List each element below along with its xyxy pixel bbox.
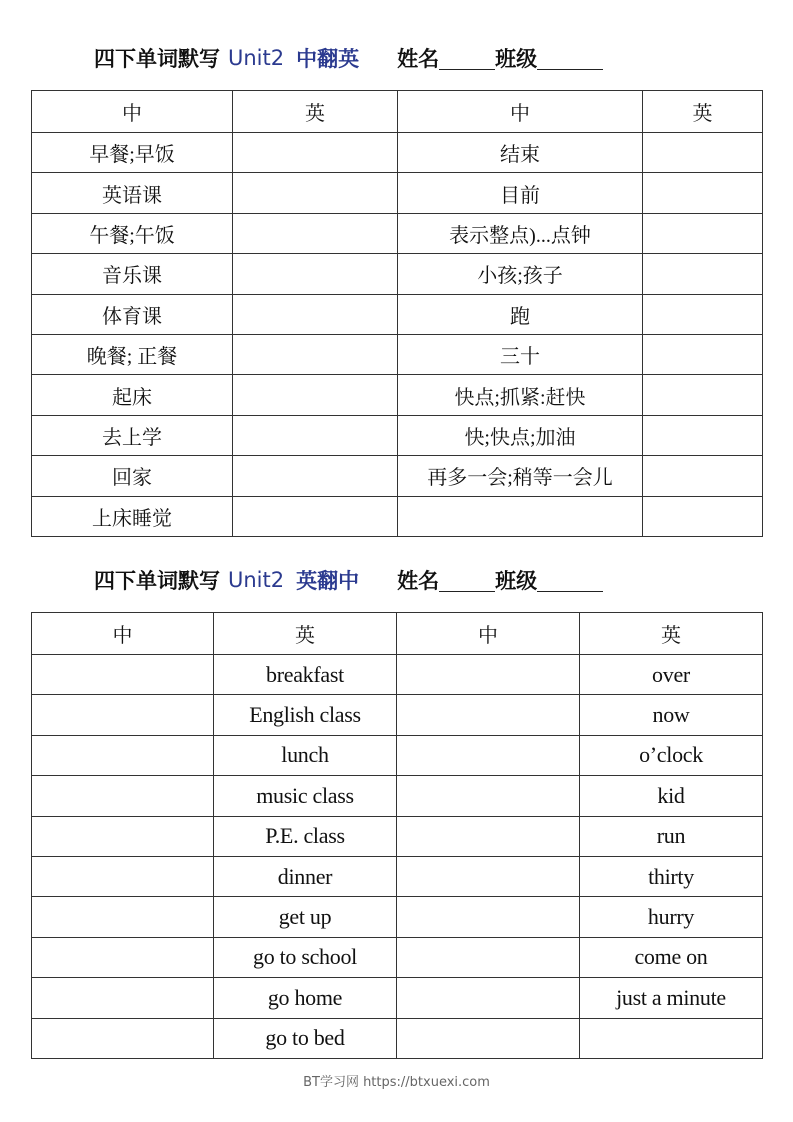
table-row xyxy=(32,695,763,735)
en-cell: over xyxy=(580,655,763,695)
table-row xyxy=(32,816,763,856)
title-prefix: 四下单词默写 xyxy=(94,47,220,71)
class-blank[interactable] xyxy=(537,47,603,70)
answer-cell[interactable] xyxy=(643,415,763,455)
en-cell: kid xyxy=(580,776,763,816)
answer-cell[interactable] xyxy=(397,655,580,695)
zh-cell: 小孩;孩子 xyxy=(398,254,643,294)
table-header-row xyxy=(32,91,763,133)
table-header-row xyxy=(32,613,763,655)
footer-watermark: BT学习网 https://btxuexi.com xyxy=(303,1075,490,1090)
name-blank[interactable] xyxy=(439,569,495,592)
answer-cell[interactable] xyxy=(397,978,580,1018)
table-row xyxy=(32,897,763,937)
answer-cell[interactable] xyxy=(397,776,580,816)
answer-cell[interactable] xyxy=(32,856,214,896)
en-cell: now xyxy=(580,695,763,735)
header-zh: 中 xyxy=(32,613,214,655)
answer-cell[interactable] xyxy=(233,294,398,334)
answer-cell[interactable] xyxy=(643,294,763,334)
header-en: 英 xyxy=(643,91,763,133)
section2-title xyxy=(94,562,714,598)
answer-cell[interactable] xyxy=(397,695,580,735)
class-label: 班级 xyxy=(495,569,538,593)
en-cell: go to school xyxy=(214,937,397,977)
name-blank[interactable] xyxy=(439,47,495,70)
table-row xyxy=(32,978,763,1018)
en-cell: hurry xyxy=(580,897,763,937)
zh-cell: 上床睡觉 xyxy=(32,496,233,536)
zh-cell: 三十 xyxy=(398,334,643,374)
answer-cell[interactable] xyxy=(32,937,214,977)
title-mode: 中翻英 xyxy=(296,47,360,71)
answer-cell[interactable] xyxy=(233,456,398,496)
answer-cell[interactable] xyxy=(397,856,580,896)
en-to-zh-table xyxy=(31,612,763,1059)
zh-cell: 晚餐; 正餐 xyxy=(32,334,233,374)
answer-cell[interactable] xyxy=(233,334,398,374)
title-unit: Unit2 xyxy=(228,46,285,70)
en-cell: dinner xyxy=(214,856,397,896)
name-label: 姓名 xyxy=(397,569,440,593)
answer-cell[interactable] xyxy=(233,133,398,173)
title-unit: Unit2 xyxy=(228,568,285,592)
answer-cell[interactable] xyxy=(397,937,580,977)
table-row xyxy=(32,173,763,213)
header-en: 英 xyxy=(580,613,763,655)
answer-cell[interactable] xyxy=(233,213,398,253)
answer-cell[interactable] xyxy=(397,1018,580,1058)
header-zh: 中 xyxy=(398,91,643,133)
zh-to-en-table xyxy=(31,90,763,537)
table-row xyxy=(32,496,763,536)
answer-cell[interactable] xyxy=(643,375,763,415)
answer-cell[interactable] xyxy=(233,375,398,415)
answer-cell[interactable] xyxy=(643,496,763,536)
zh-cell: 体育课 xyxy=(32,294,233,334)
en-cell: run xyxy=(580,816,763,856)
table-row xyxy=(32,334,763,374)
table-row xyxy=(32,735,763,775)
table-row xyxy=(32,375,763,415)
zh-cell: 快;快点;加油 xyxy=(398,415,643,455)
answer-cell[interactable] xyxy=(32,735,214,775)
en-cell xyxy=(580,1018,763,1058)
zh-cell: 英语课 xyxy=(32,173,233,213)
zh-cell xyxy=(398,496,643,536)
en-cell: go home xyxy=(214,978,397,1018)
table-row xyxy=(32,937,763,977)
section1-title xyxy=(94,40,714,76)
table-row xyxy=(32,856,763,896)
en-cell: get up xyxy=(214,897,397,937)
zh-cell: 跑 xyxy=(398,294,643,334)
table-row xyxy=(32,213,763,253)
en-cell: come on xyxy=(580,937,763,977)
header-zh: 中 xyxy=(32,91,233,133)
answer-cell[interactable] xyxy=(233,173,398,213)
table-row xyxy=(32,655,763,695)
answer-cell[interactable] xyxy=(32,655,214,695)
zh-cell: 音乐课 xyxy=(32,254,233,294)
name-label: 姓名 xyxy=(397,47,440,71)
zh-cell: 早餐;早饭 xyxy=(32,133,233,173)
header-zh: 中 xyxy=(397,613,580,655)
en-cell: lunch xyxy=(214,735,397,775)
answer-cell[interactable] xyxy=(643,133,763,173)
table-row xyxy=(32,294,763,334)
en-cell: just a minute xyxy=(580,978,763,1018)
answer-cell[interactable] xyxy=(32,776,214,816)
zh-cell: 起床 xyxy=(32,375,233,415)
en-cell: breakfast xyxy=(214,655,397,695)
table-row xyxy=(32,1018,763,1058)
class-label: 班级 xyxy=(495,47,538,71)
zh-cell: 结束 xyxy=(398,133,643,173)
en-cell: English class xyxy=(214,695,397,735)
en-cell: go to bed xyxy=(214,1018,397,1058)
header-en: 英 xyxy=(233,91,398,133)
answer-cell[interactable] xyxy=(643,254,763,294)
zh-cell: 再多一会;稍等一会儿 xyxy=(398,456,643,496)
class-blank[interactable] xyxy=(537,569,603,592)
zh-cell: 表示整点)...点钟 xyxy=(398,213,643,253)
answer-cell[interactable] xyxy=(32,816,214,856)
answer-cell[interactable] xyxy=(233,415,398,455)
table-row xyxy=(32,254,763,294)
answer-cell[interactable] xyxy=(32,695,214,735)
table-row xyxy=(32,776,763,816)
answer-cell[interactable] xyxy=(643,213,763,253)
answer-cell[interactable] xyxy=(643,173,763,213)
answer-cell[interactable] xyxy=(643,456,763,496)
zh-cell: 回家 xyxy=(32,456,233,496)
zh-cell: 快点;抓紧:赶快 xyxy=(398,375,643,415)
en-cell: music class xyxy=(214,776,397,816)
answer-cell[interactable] xyxy=(397,735,580,775)
table-row xyxy=(32,456,763,496)
en-cell: thirty xyxy=(580,856,763,896)
title-prefix: 四下单词默写 xyxy=(94,569,220,593)
table-row xyxy=(32,415,763,455)
answer-cell[interactable] xyxy=(233,254,398,294)
table-row xyxy=(32,133,763,173)
en-cell: o’clock xyxy=(580,735,763,775)
en-cell: P.E. class xyxy=(214,816,397,856)
answer-cell[interactable] xyxy=(643,334,763,374)
answer-cell[interactable] xyxy=(233,496,398,536)
answer-cell[interactable] xyxy=(32,897,214,937)
answer-cell[interactable] xyxy=(397,816,580,856)
title-mode: 英翻中 xyxy=(296,569,360,593)
answer-cell[interactable] xyxy=(32,1018,214,1058)
answer-cell[interactable] xyxy=(397,897,580,937)
zh-cell: 去上学 xyxy=(32,415,233,455)
zh-cell: 午餐;午饭 xyxy=(32,213,233,253)
zh-cell: 目前 xyxy=(398,173,643,213)
answer-cell[interactable] xyxy=(32,978,214,1018)
header-en: 英 xyxy=(214,613,397,655)
